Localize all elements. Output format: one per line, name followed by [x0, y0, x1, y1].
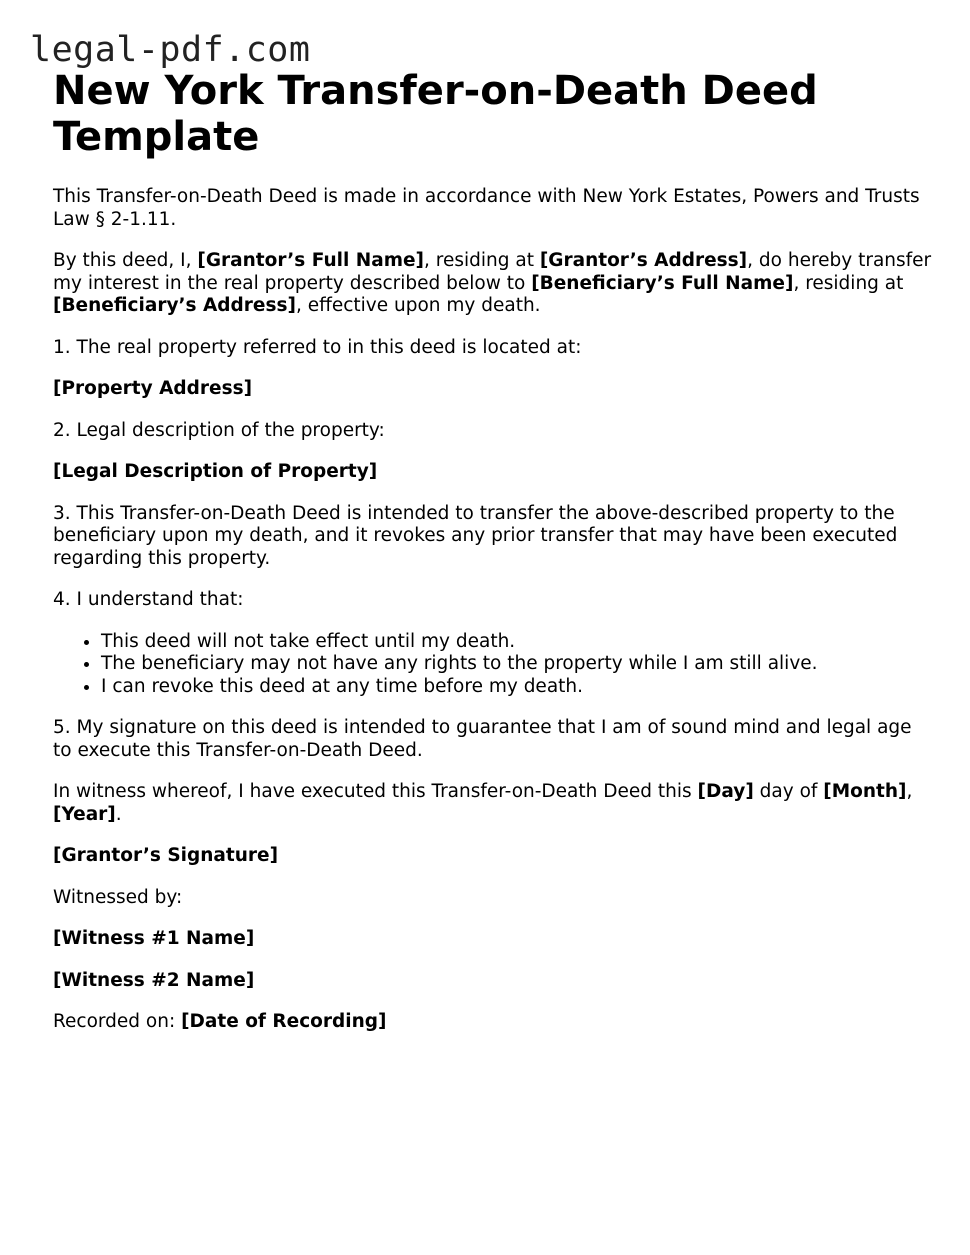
property-address-text: [Property Address] — [53, 378, 253, 399]
document-body — [53, 68, 933, 1053]
deed-text-3: , do hereby transfer my interest in the real property described below to — [53, 250, 932, 294]
deed-text-1: By this deed, I, — [53, 250, 198, 271]
property-address-field — [53, 378, 933, 401]
intro-paragraph: This Transfer-on-Death Deed is made in accordance with New York Estates, Powers and Trusts Law § 2-1.11. — [53, 186, 920, 230]
recording-date-field: [Date of Recording] — [181, 1011, 387, 1032]
day-field: [Day] — [697, 781, 754, 802]
grantor-name-field: [Grantor’s Full Name] — [197, 250, 424, 271]
list-item: • The beneficiary may not have any rights to the property while I am still alive. — [101, 653, 933, 676]
understanding-list — [53, 631, 933, 699]
list-item: • I can revoke this deed at any time before my death. — [101, 676, 933, 699]
witness-text-4: . — [115, 803, 122, 825]
grantor-address-field: [Grantor’s Address] — [539, 250, 748, 271]
year-field: [Year] — [53, 803, 116, 825]
deed-text-5: , effective upon my death. — [295, 295, 541, 316]
watermark: legal-pdf.com — [30, 30, 311, 70]
clause-2: 2. Legal description of the property: — [53, 419, 385, 441]
document-title: New York Transfer-on-Death Deed Template — [53, 68, 818, 160]
witness-text-1: In witness whereof, I have executed this Transfer-on-Death Deed this — [53, 781, 698, 802]
list-item: • This deed will not take effect until my death. — [101, 631, 933, 654]
clause-5: 5. My signature on this deed is intended to guarantee that I am of sound mind and legal age to execute this Transfer-on-Death Deed. — [53, 717, 912, 761]
witness-1-text: [Witness #1 Name] — [53, 928, 255, 949]
deed-text-2: , residing at — [424, 250, 540, 271]
witness-clause — [53, 781, 933, 826]
recorded-on-line — [53, 1011, 933, 1034]
witness-1-field — [53, 928, 933, 951]
witnessed-by-label: Witnessed by: — [53, 886, 183, 908]
deed-paragraph — [53, 250, 933, 318]
recorded-label: Recorded on: — [53, 1011, 182, 1032]
witness-2-field — [53, 970, 933, 993]
witness-text-3: , — [906, 781, 913, 802]
beneficiary-address-field: [Beneficiary’s Address] — [53, 295, 296, 316]
grantor-signature-text: [Grantor’s Signature] — [53, 845, 279, 866]
deed-text-4: , residing at — [793, 272, 904, 294]
clause-4: 4. I understand that: — [53, 589, 244, 610]
legal-description-field — [53, 461, 933, 484]
month-field: [Month] — [823, 781, 907, 802]
witness-2-text: [Witness #2 Name] — [53, 969, 255, 991]
clause-3: 3. This Transfer-on-Death Deed is intended to transfer the above-described property to the beneficiary upon my death, and it revokes any prior transfer that may have been executed regarding this property. — [53, 502, 898, 569]
witness-text-2: day of — [753, 781, 824, 802]
clause-1: 1. The real property referred to in this deed is located at: — [53, 336, 582, 358]
grantor-signature-field — [53, 845, 933, 868]
beneficiary-name-field: [Beneficiary’s Full Name] — [531, 272, 794, 294]
legal-description-text: [Legal Description of Property] — [53, 461, 378, 482]
